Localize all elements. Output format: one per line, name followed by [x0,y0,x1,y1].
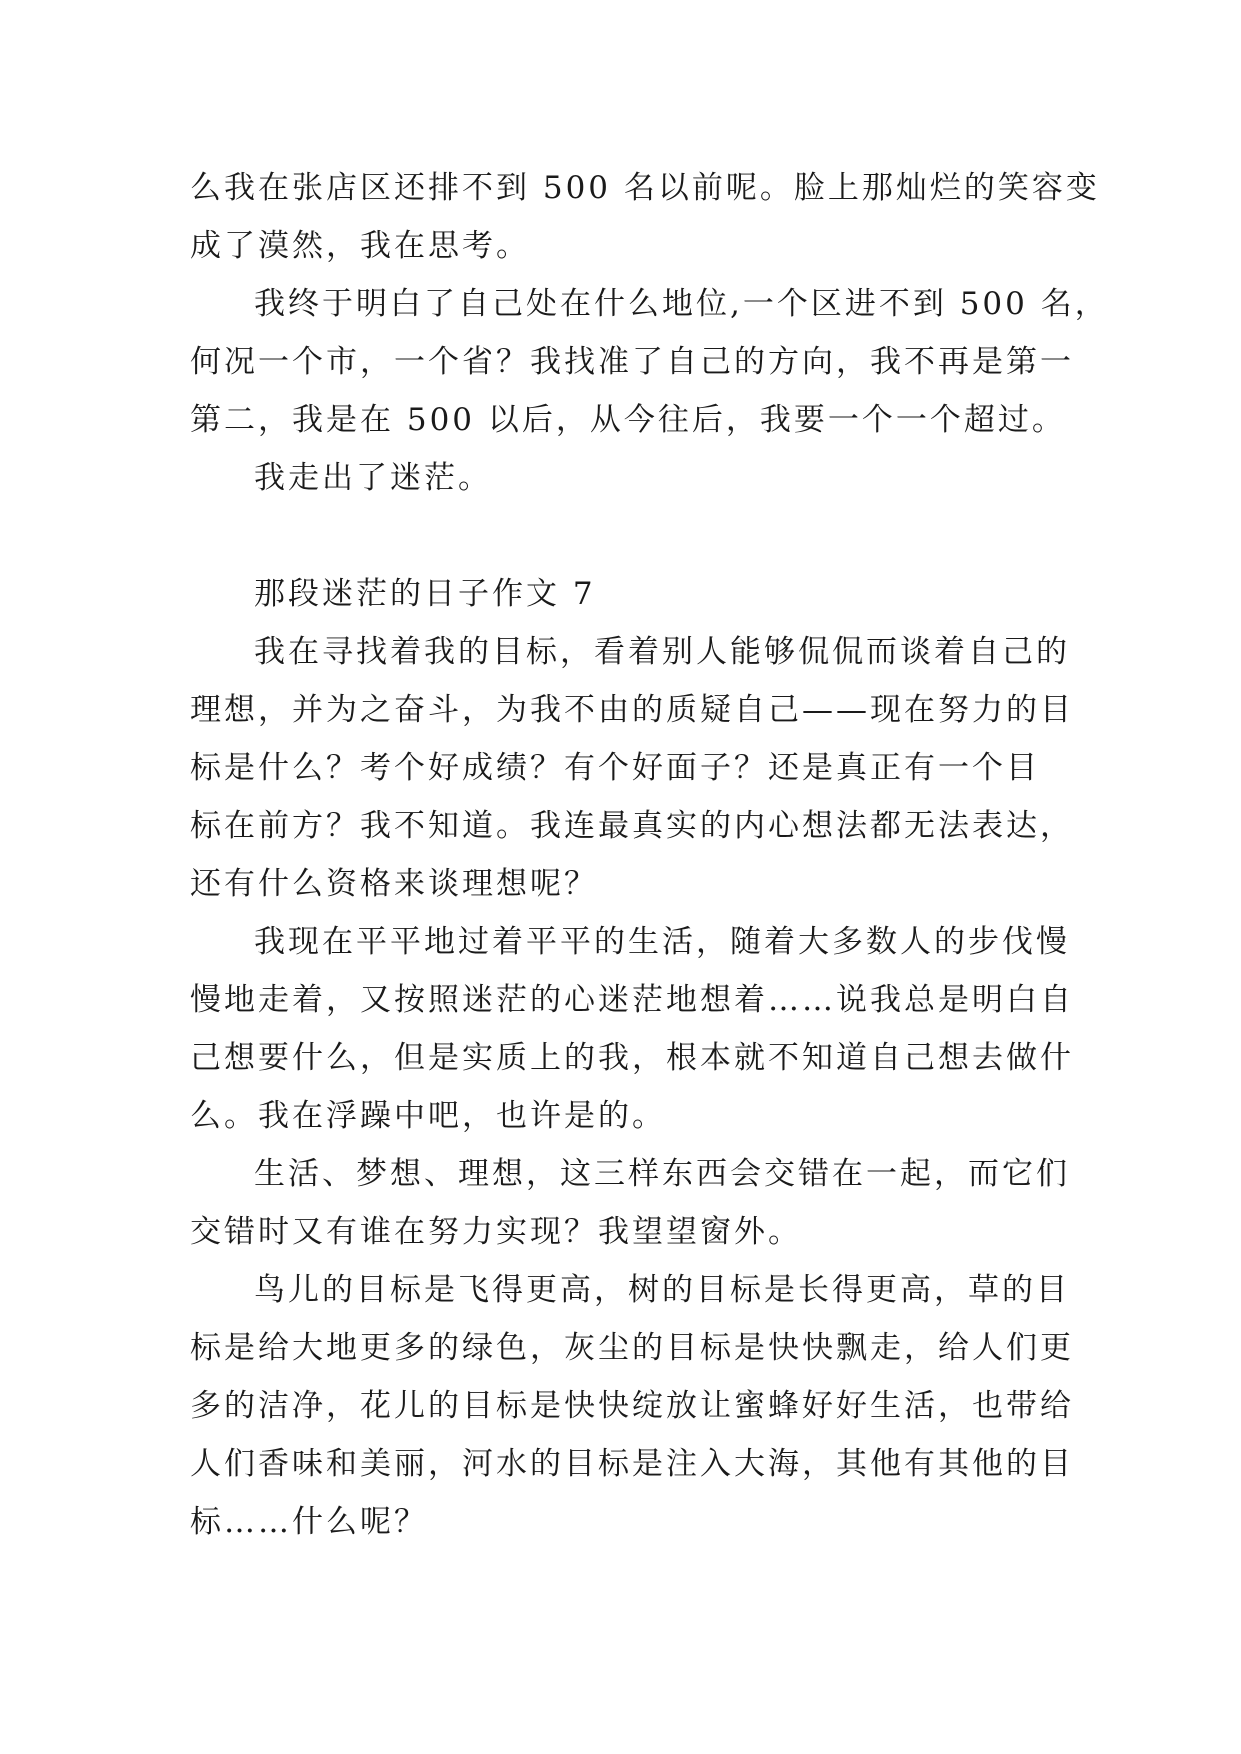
text-line: 人们香味和美丽，河水的目标是注入大海，其他有其他的目 [190,1446,1074,1482]
text-line: 我现在平平地过着平平的生活，随着大多数人的步伐慢 [254,924,1070,960]
text-line: 我在寻找着我的目标，看着别人能够侃侃而谈着自己的 [254,634,1070,670]
section-title: 那段迷茫的日子作文 7 [254,576,596,612]
text-line: 多的洁净，花儿的目标是快快绽放让蜜蜂好好生活，也带给 [190,1388,1074,1424]
text-line: 第二，我是在 500 以后，从今往后，我要一个一个超过。 [190,402,1066,438]
text-line: 鸟儿的目标是飞得更高，树的目标是长得更高，草的目 [254,1272,1070,1308]
text-line: 慢地走着，又按照迷茫的心迷茫地想着……说我总是明白自 [190,982,1074,1018]
text-line: 己想要什么，但是实质上的我，根本就不知道自己想去做什 [190,1040,1074,1076]
text-line: 交错时又有谁在努力实现？我望望窗外。 [190,1214,802,1250]
text-line: 么。我在浮躁中吧，也许是的。 [190,1098,666,1134]
text-line: 标是什么？考个好成绩？有个好面子？还是真正有一个目 [190,750,1040,786]
text-line: 标是给大地更多的绿色，灰尘的目标是快快飘走，给人们更 [190,1330,1074,1366]
text-line: 生活、梦想、理想，这三样东西会交错在一起，而它们 [254,1156,1070,1192]
text-line: 还有什么资格来谈理想呢？ [190,866,598,902]
text-line: 标……什么呢？ [190,1504,428,1540]
text-line: 成了漠然，我在思考。 [190,228,530,264]
text-line: 何况一个市，一个省？我找准了自己的方向，我不再是第一 [190,344,1074,380]
text-line: 理想，并为之奋斗，为我不由的质疑自己——现在努力的目 [190,692,1074,728]
text-line: 我走出了迷茫。 [254,460,492,496]
text-line: 我终于明白了自己处在什么地位,一个区进不到 500 名， [254,286,1109,322]
text-line: 么我在张店区还排不到 500 名以前呢。脸上那灿烂的笑容变 [190,170,1100,206]
text-line: 标在前方？我不知道。我连最真实的内心想法都无法表达， [190,808,1074,844]
